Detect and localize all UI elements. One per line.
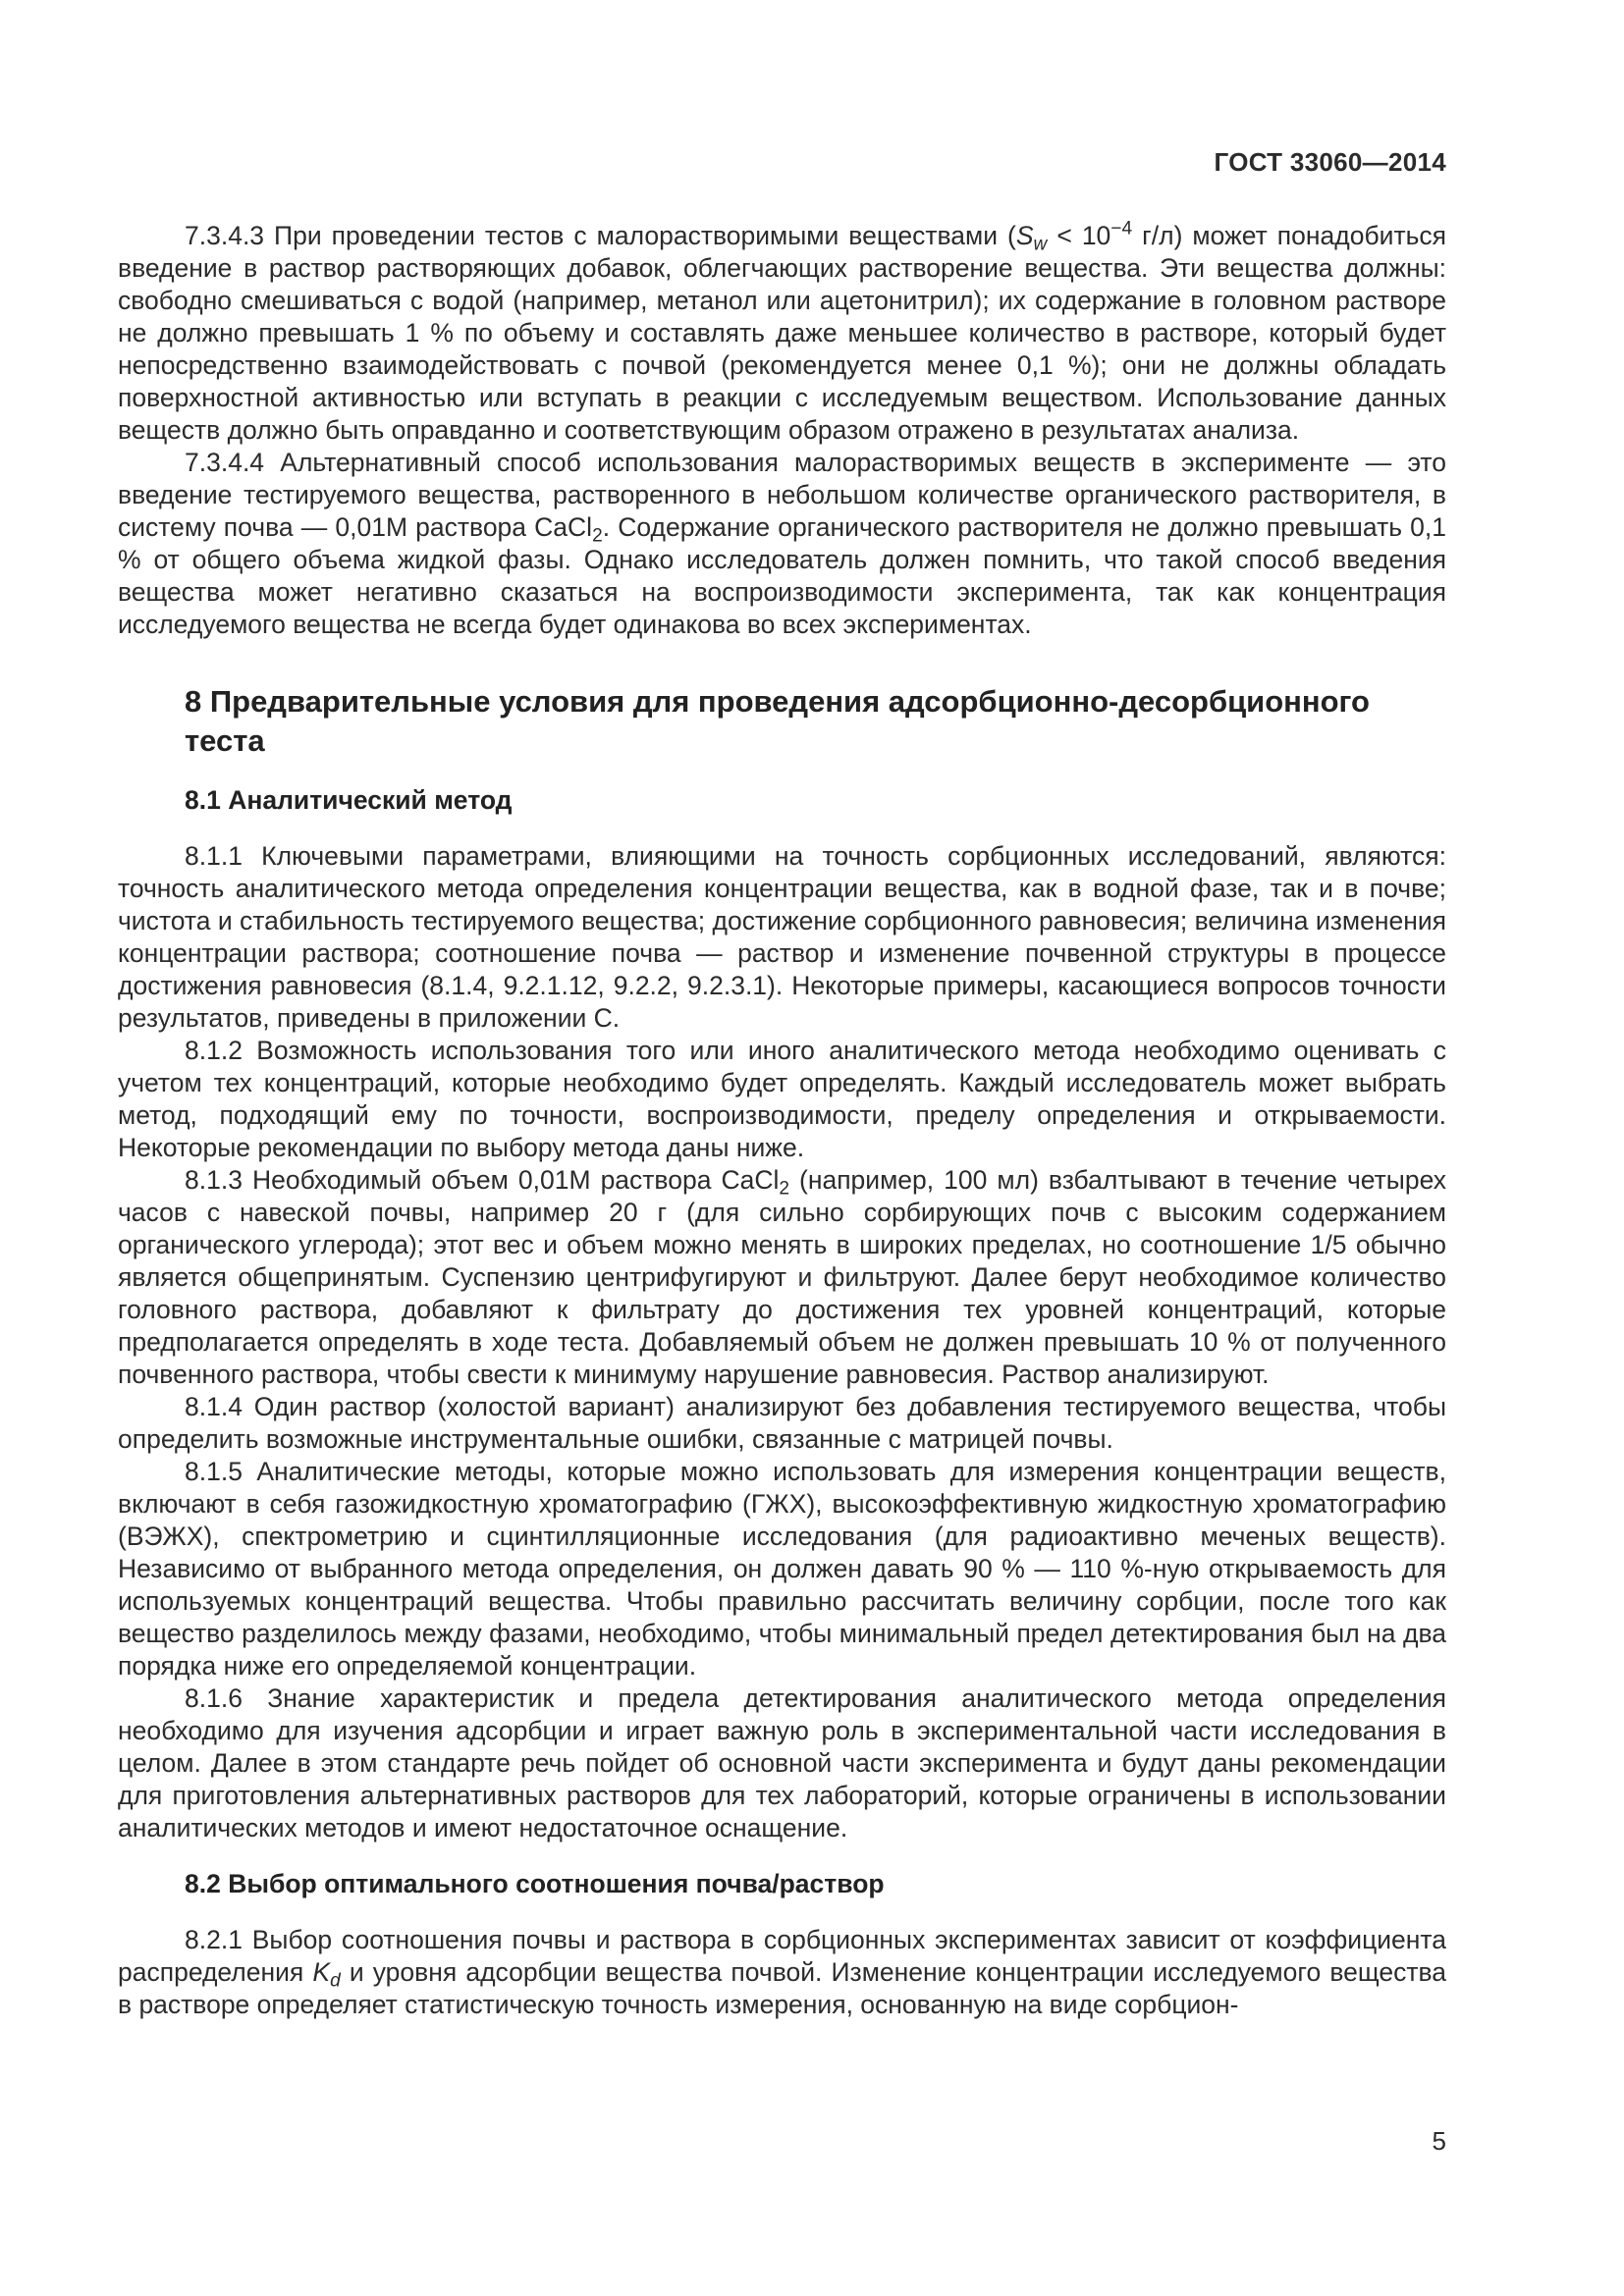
section-8-heading: 8 Предварительные условия для проведения адсорбционно-десорбционного теста <box>185 684 1370 758</box>
paragraph-8-1-4: 8.1.4 Один раствор (холостой вариант) анализируют без добавления тестируемого вещества, чтобы определить возможные инструментальные ошибки, связанные с матрицей почвы. <box>118 1392 1446 1454</box>
paragraph-8-1-1: 8.1.1 Ключевыми параметрами, влияющими на точность сорбционных исследований, являются: точность аналитического метода определения концентрации вещества, как в водной фазе, так и в почве; чистота и стабильность тестируемого вещества; достижение сорбционного равновесия; величина изменения концентрации раствора; соотношение почва — раствор и изменение почвенной структуры в процессе достижения равновесия (8.1.4, 9.2.1.12, 9.2.2, 9.2.3.1). Некоторые примеры, касающиеся вопросов точности результатов, приведены в приложении С. <box>118 841 1446 1033</box>
paragraph-8-2-1: 8.2.1 Выбор соотношения почвы и раствора в сорбционных экспериментах зависит от коэффициента распределения $K_d$ и уровня адсорбции вещества почвой. Изменение концентрации исследуемого вещества в растворе определяет статистическую точность измерения, основанную на виде сорбцион- <box>118 1925 1446 2019</box>
section-8-1-heading: 8.1 Аналитический метод <box>185 785 513 815</box>
page-number: 5 <box>1432 2126 1446 2156</box>
document-header: ГОСТ 33060—2014 <box>1214 147 1446 177</box>
paragraph-8-1-2: 8.1.2 Возможность использования того или иного аналитического метода необходимо оценивать с учетом тех концентраций, которые необходимо будет определять. Каждый исследователь может выбрать метод, подходящий ему по точности, воспроизводимости, пределу определения и открываемости. Некоторые рекомендации по выбору метода даны ниже. <box>118 1036 1446 1162</box>
paragraph-7-3-4-4: 7.3.4.4 Альтернативный способ использования малорастворимых веществ в эксперименте — это введение тестируемого вещества, растворенного в небольшом количестве органического растворителя, в систему почва — 0,01М раствора CaCl$_2$. Содержание органического растворителя не должно превышать 0,1 % от общего объема жидкой фазы. Однако исследователь должен помнить, что такой способ введения вещества может негативно сказаться на воспроизводимости эксперимента, так как концентрация исследуемого вещества не всегда будет одинакова во всех экспериментах. <box>118 448 1447 639</box>
paragraph-8-1-6: 8.1.6 Знание характеристик и предела детектирования аналитического метода определения необходимо для изучения адсорбции и играет важную роль в экспериментальной части исследования в целом. Далее в этом стандарте речь пойдет об основной части эксперимента и будут даны рекомендации для приготовления альтернативных растворов для тех лабораторий, которые ограничены в использовании аналитических методов и имеют недостаточное оснащение. <box>118 1683 1446 1842</box>
paragraph-8-1-3: 8.1.3 Необходимый объем 0,01М раствора CaCl$_2$ (например, 100 мл) взбалтывают в течение четырех часов с навеской почвы, например 20 г (для сильно сорбирующих почв с высоким содержанием органического углерода); этот вес и объем можно менять в широких пределах, но соотношение 1/5 обычно является общепринятым. Суспензию центрифугируют и фильтруют. Далее берут необходимое количество головного раствора, добавляют к фильтрату до достижения тех уровней концентраций, которые предполагается определять в ходе теста. Добавляемый объем не должен превышать 10 % от полученного почвенного раствора, чтобы свести к минимуму нарушение равновесия. Раствор анализируют. <box>118 1165 1446 1389</box>
paragraph-8-1-5: 8.1.5 Аналитические методы, которые можно использовать для измерения концентрации веществ, включают в себя газожидкостную хроматографию (ГЖХ), высокоэффективную жидкостную хроматографию (ВЭЖХ), спектрометрию и сцинтилляционные исследования (для радиоактивно меченых веществ). Независимо от выбранного метода определения, он должен давать 90 % — 110 %-ную открываемость для используемых концентраций вещества. Чтобы правильно рассчитать величину сорбции, после того как вещество разделилось между фазами, необходимо, чтобы минимальный предел детектирования был на два порядка ниже его определяемой концентрации. <box>118 1457 1446 1681</box>
document-body <box>118 220 1446 2021</box>
section-8-2-heading: 8.2 Выбор оптимального соотношения почва/раствор <box>185 1869 885 1898</box>
paragraph-7-3-4-3: 7.3.4.3 При проведении тестов с малорастворимыми веществами ($S_w < 10^{-4}$ г/л) может понадобиться введение в раствор растворяющих добавок, облегчающих растворение вещества. Эти вещества должны: свободно смешиваться с водой (например, метанол или ацетонитрил); их содержание в головном растворе не должно превышать 1 % по объему и составлять даже меньшее количество в растворе, который будет непосредственно взаимодействовать с почвой (рекомендуется менее 0,1 %); они не должны обладать поверхностной активностью или вступать в реакции с исследуемым веществом. Использование данных веществ должно быть оправданно и соответствующим образом отражено в результатах анализа. <box>118 218 1446 445</box>
